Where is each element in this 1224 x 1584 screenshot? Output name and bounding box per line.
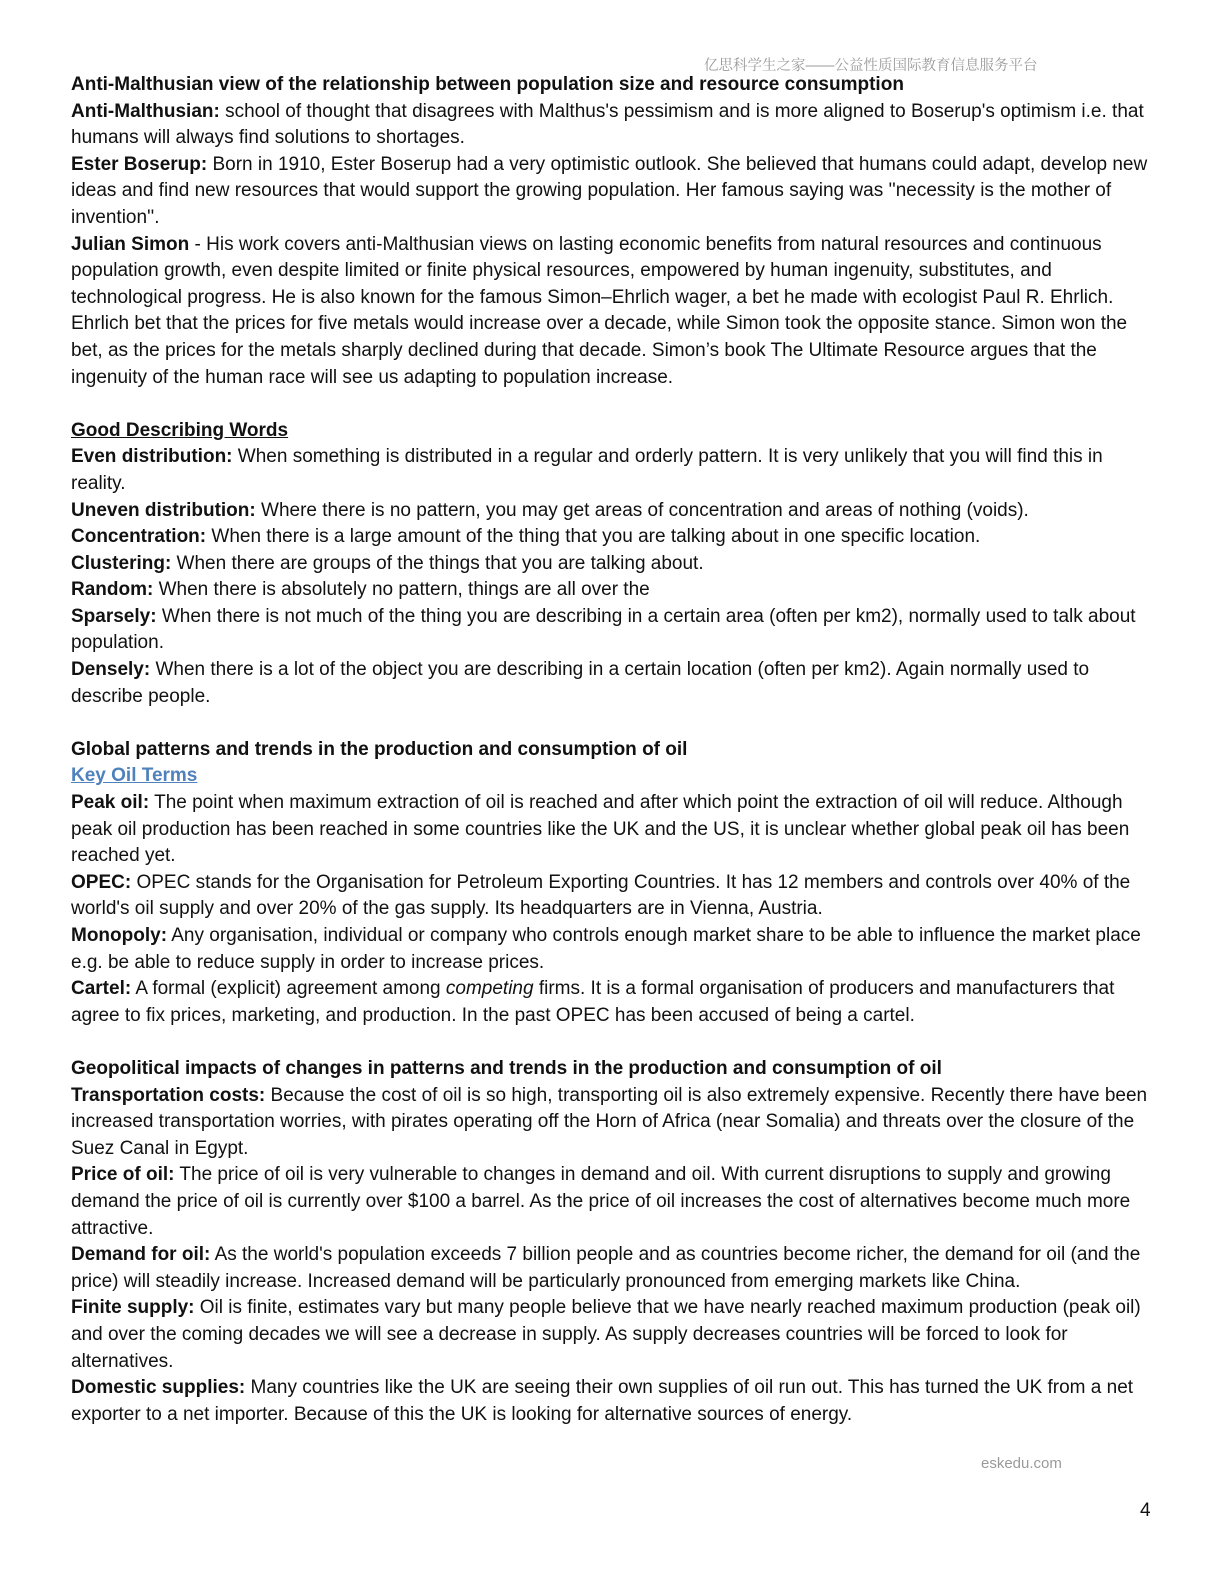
definition-text: OPEC stands for the Organisation for Petroleum Exporting Countries. It has 12 members and controls over 40% of the world's oil supply and over 20% of the gas supply. Its headquarters are in Vienna, Austria. xyxy=(71,871,1131,920)
definition-text: When there is absolutely no pattern, things are all over the xyxy=(153,579,650,601)
definition-text: As the world's population exceeds 7 billion people and as countries become richer, the demand for oil (and the price) will steadily increase. Increased demand will be particularly pronounced from emerging markets like China. xyxy=(71,1244,1141,1292)
term: Clustering: xyxy=(71,552,172,574)
definition-clustering xyxy=(71,551,1151,578)
definition-random xyxy=(71,577,1151,604)
term: Even distribution: xyxy=(71,446,233,468)
term: Concentration: xyxy=(71,526,207,548)
term: Transportation costs: xyxy=(71,1084,266,1106)
definition-text: Where there is no pattern, you may get areas of concentration and areas of nothing (voids). xyxy=(255,499,1029,521)
term: Peak oil: xyxy=(71,792,150,814)
section-heading-anti-malthusian: Anti-Malthusian view of the relationship between population size and resource consumption xyxy=(71,74,904,95)
definition-text: When something is distributed in a regular and orderly pattern. It is very unlikely that you will find this in reality. xyxy=(71,446,1103,494)
definition-anti-malthusian xyxy=(71,99,1151,152)
definition-sparsely xyxy=(71,604,1151,657)
definition-opec xyxy=(71,870,1151,923)
definition-monopoly xyxy=(71,923,1151,976)
document-body xyxy=(71,72,1151,1428)
definition-text: A formal (explicit) agreement among xyxy=(131,978,446,1000)
definition-text: school of thought that disagrees with Malthus's pessimism and is more aligned to Boserup's optimism i.e. that humans will always find solutions to shortages. xyxy=(71,100,1144,149)
term: Sparsely: xyxy=(71,605,157,627)
watermark-footer: eskedu.com xyxy=(981,1455,1062,1472)
definition-julian-simon xyxy=(71,232,1151,392)
definition-text: The price of oil is very vulnerable to changes in demand and oil. With current disruptions to supply and growing demand the price of oil is currently over $100 a barrel. As the price of oil increases the cost of alternatives become much more attractive. xyxy=(71,1164,1131,1239)
paragraph-gap xyxy=(71,710,1151,737)
definition-finite-supply xyxy=(71,1295,1151,1375)
section-heading-oil-patterns: Global patterns and trends in the production and consumption of oil xyxy=(71,738,688,760)
definition-densely xyxy=(71,657,1151,710)
definition-text: When there is not much of the thing you are describing in a certain area (often per km2), normally used to talk about population. xyxy=(71,605,1136,654)
definition-text: firms. It is a formal organisation of producers and manufacturers that agree to fix prices, marketing, and production. In the past OPEC has been accused of being a cartel. xyxy=(71,978,1115,1026)
definition-uneven-distribution xyxy=(71,498,1151,525)
term: Ester Boserup: xyxy=(71,153,208,175)
definition-peak-oil xyxy=(71,790,1151,870)
definition-text: When there are groups of the things that you are talking about. xyxy=(171,552,704,574)
term: Densely: xyxy=(71,659,151,681)
page-number: 4 xyxy=(1140,1500,1151,1521)
term: Demand for oil: xyxy=(71,1244,211,1266)
paragraph-gap xyxy=(71,391,1151,418)
term: Uneven distribution: xyxy=(71,499,256,521)
definition-cartel xyxy=(71,976,1151,1029)
definition-domestic-supplies xyxy=(71,1375,1151,1428)
definition-text: Because the cost of oil is so high, transporting oil is also extremely expensive. Recently there have been increased transportation worries, with pirates operating off the Horn of Africa (near Somalia) and threats over the closure of the Suez Canal in Egypt. xyxy=(71,1084,1148,1159)
definition-text: Born in 1910, Ester Boserup had a very optimistic outlook. She believed that humans could adapt, develop new ideas and find new resources that would support the growing population. Her famous saying was ''necessity is the mother of invention''. xyxy=(71,153,1148,228)
definition-text: Many countries like the UK are seeing their own supplies of oil run out. This has turned the UK from a net exporter to a net importer. Because of this the UK is looking for alternative sources of energy. xyxy=(71,1377,1134,1425)
term: Monopoly: xyxy=(71,925,168,946)
definition-even-distribution xyxy=(71,444,1151,497)
subheading-key-oil-terms: Key Oil Terms xyxy=(71,765,198,787)
definition-text: The point when maximum extraction of oil is reached and after which point the extraction of oil will reduce. Although peak oil production has been reached in some countries like the UK and the US, it is unclear whether global peak oil has been reached yet. xyxy=(71,792,1130,867)
term: Anti-Malthusian: xyxy=(71,100,220,122)
term: Cartel: xyxy=(71,978,132,1000)
term: OPEC: xyxy=(71,871,132,893)
italic-word: competing xyxy=(445,978,534,1000)
definition-ester-boserup xyxy=(71,152,1151,232)
definition-text: Any organisation, individual or company who controls enough market share to be able to influence the market place e.g. be able to reduce supply in order to increase prices. xyxy=(71,925,1141,973)
term: Finite supply: xyxy=(71,1297,195,1319)
term: Domestic supplies: xyxy=(71,1377,246,1399)
term: Julian Simon xyxy=(71,233,190,255)
section-heading-describing-words: Good Describing Words xyxy=(71,419,289,441)
definition-demand-for-oil xyxy=(71,1242,1151,1295)
definition-transportation-costs xyxy=(71,1083,1151,1163)
definition-text: When there is a large amount of the thing that you are talking about in one specific location. xyxy=(206,526,981,548)
definition-concentration xyxy=(71,524,1151,551)
definition-price-of-oil xyxy=(71,1162,1151,1242)
term: Price of oil: xyxy=(71,1164,175,1186)
definition-text: When there is a lot of the object you are describing in a certain location (often per km2). Again normally used to describe people. xyxy=(71,659,1090,707)
definition-text: Oil is finite, estimates vary but many people believe that we have nearly reached maximum production (peak oil) and over the coming decades we will see a decrease in supply. As supply decreases countries will be forced to look for alternatives. xyxy=(71,1297,1141,1372)
definition-text: - His work covers anti-Malthusian views on lasting economic benefits from natural resources and continuous population growth, even despite limited or finite physical resources, empowered by human ingenuity, substitutes, and technological progress. He is also known for the famous Simon–Ehrlich wager, a bet he made with ecologist Paul R. Ehrlich. Ehrlich bet that the prices for five metals would increase over a decade, while Simon took the opposite stance. Simon won the bet, as the prices for the metals sharply declined during that decade. Simon’s book The Ultimate Resource argues that the ingenuity of the human race will see us adapting to population increase. xyxy=(71,233,1128,388)
section-heading-geopolitical-impacts: Geopolitical impacts of changes in patterns and trends in the production and consumption of oil xyxy=(71,1057,942,1079)
paragraph-gap xyxy=(71,1029,1151,1056)
watermark-header: 亿思科学生之家——公益性质国际教育信息服务平台 xyxy=(704,58,1038,74)
term: Random: xyxy=(71,579,154,601)
